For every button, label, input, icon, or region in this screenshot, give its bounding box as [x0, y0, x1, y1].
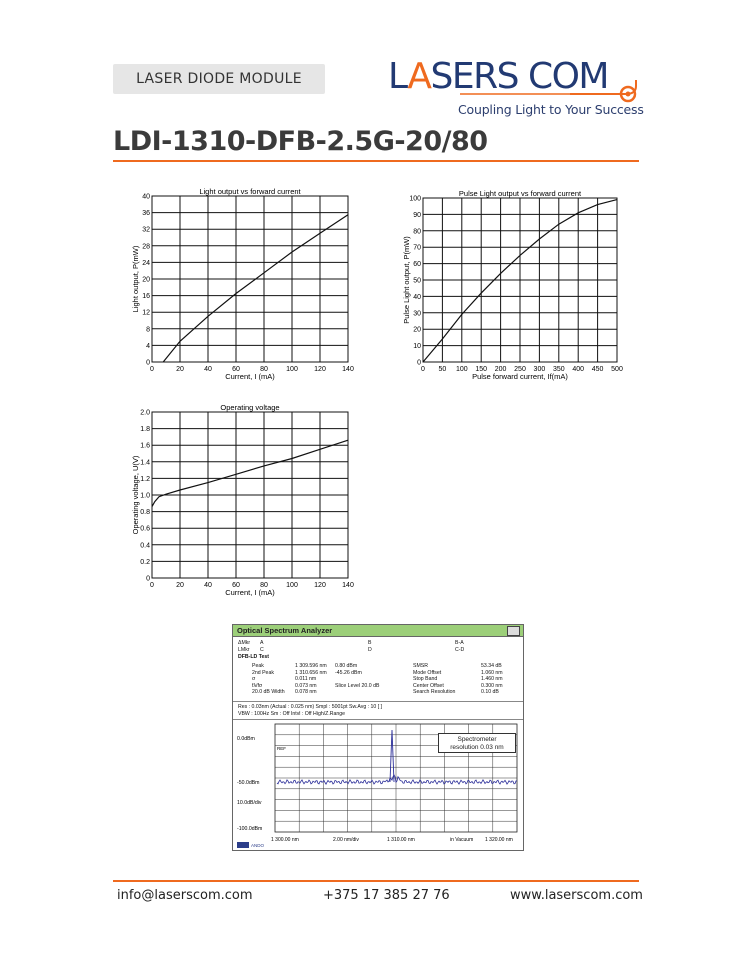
page-title: LDI-1310-DFB-2.5G-20/80	[113, 126, 488, 157]
y-tick-label: 90	[413, 211, 421, 219]
osa-result-cell: Peak	[252, 663, 264, 669]
y-axis-label: Operating voltage, U(V)	[131, 455, 140, 535]
osa-result-cell: fλ/fσ	[252, 682, 263, 689]
y-tick-label: 0.6	[140, 525, 150, 533]
osa-result-cell: Search Resolution	[413, 689, 456, 696]
x-tick-label: 50	[438, 366, 447, 373]
y-tick-label: 20	[413, 326, 421, 334]
y-tick-label: 20	[142, 276, 150, 284]
osa-header-c: B	[368, 640, 372, 646]
y-tick-label: 32	[142, 226, 150, 234]
y-tick-label: 4	[146, 342, 150, 350]
osa-screenshot	[232, 624, 524, 851]
x-tick-label: 400	[572, 366, 585, 373]
chart-title: Operating voltage	[220, 403, 280, 412]
title-divider	[113, 160, 639, 162]
chart-svg	[395, 184, 635, 384]
x-tick-label: 500	[611, 366, 623, 373]
x-tick-label: 0	[150, 366, 154, 373]
x-tick-label: 20	[176, 366, 184, 373]
y-tick-label: 36	[142, 210, 150, 218]
osa-header-f: C	[260, 647, 264, 653]
osa-settings-row2: VBW : 100Hz Sm : Off Intvl : Off High/Z.Range	[238, 711, 346, 717]
x-tick-label: 60	[232, 366, 240, 373]
osa-settings-row1: Res : 0.03nm (Actual : 0.025 nm) Smpl : 5001pt Sw.Avg : 10 [ ]	[238, 704, 383, 710]
y-tick-label: 80	[413, 228, 421, 236]
osa-result-cell: 2nd Peak	[252, 669, 274, 676]
logo-tagline: Coupling Light to Your Success	[458, 102, 644, 117]
x-tick-label: 60	[232, 582, 240, 589]
logo-wordmark: LASERS COM	[388, 56, 608, 97]
osa-result-cell: 1.460 nm	[481, 676, 503, 683]
osa-result-cell: SMSR	[413, 663, 428, 669]
y-tick-label: 30	[413, 310, 421, 318]
osa-x-label: 2.00 nm/div	[333, 837, 359, 843]
osa-result-cell: Center Offset	[413, 682, 444, 689]
osa-divider	[233, 701, 523, 702]
y-tick-label: 16	[142, 293, 150, 301]
x-axis-label: Pulse forward current, If(mA)	[472, 372, 568, 381]
osa-result-cell: σ	[252, 676, 256, 683]
osa-result-cell: 1.060 nm	[481, 669, 503, 676]
osa-result-cell: 53.34 dB	[481, 663, 502, 669]
osa-x-label: 1 300.00 nm	[271, 837, 299, 843]
y-tick-label: 1.2	[140, 475, 150, 483]
x-axis-label: Current, I (mA)	[225, 588, 275, 597]
osa-brand-tag: ANDO	[251, 843, 265, 848]
category-badge: LASER DIODE MODULE	[113, 64, 325, 94]
osa-title-bar	[233, 625, 523, 637]
osa-result-cell: 0.073 nm	[295, 682, 317, 689]
osa-result-cell: 20.0 dB Width	[252, 689, 285, 696]
osa-x-label: in Vacuum	[450, 837, 474, 843]
y-tick-label: 0.4	[140, 542, 150, 550]
y-tick-label: 10	[413, 343, 421, 351]
y-axis-label: Light output, P(mW)	[131, 245, 140, 313]
y-tick-label: 0	[146, 575, 150, 583]
x-tick-label: 20	[176, 582, 184, 589]
x-tick-label: 200	[494, 366, 507, 373]
x-tick-label: 250	[514, 366, 526, 373]
osa-y-label: -100.0dBm	[237, 826, 263, 832]
y-tick-label: 1.4	[140, 459, 150, 467]
y-tick-label: 0	[417, 359, 421, 367]
footer-website[interactable]: www.laserscom.com	[510, 888, 643, 903]
osa-header-e: LMkr	[238, 647, 250, 653]
y-tick-label: 2.0	[140, 409, 150, 417]
y-tick-label: 0	[146, 359, 150, 367]
footer-email[interactable]: info@laserscom.com	[117, 888, 253, 903]
x-tick-label: 450	[591, 366, 604, 373]
chart-svg	[128, 184, 368, 384]
osa-note-line1: Spectrometer	[457, 736, 497, 743]
osa-result-cell: -45.26 dBm	[335, 669, 362, 676]
x-tick-label: 40	[204, 366, 212, 373]
x-tick-label: 120	[314, 366, 326, 373]
osa-result-cell: Mode Offset	[413, 669, 442, 676]
osa-note-line2: resolution 0.03 nm	[450, 744, 504, 751]
osa-y-label: -50.0dBm	[237, 780, 260, 786]
osa-y-label: 0.0dBm	[237, 736, 255, 742]
y-tick-label: 60	[413, 261, 421, 269]
x-tick-label: 0	[150, 582, 154, 589]
y-tick-label: 70	[413, 244, 421, 252]
chart-pulse-light-output	[395, 184, 635, 389]
y-tick-label: 24	[142, 259, 150, 267]
osa-result-cell: 1 310.656 nm	[295, 669, 327, 676]
y-tick-label: 40	[413, 293, 421, 301]
osa-header-d: B-A	[455, 640, 464, 646]
y-tick-label: 1.8	[140, 426, 150, 434]
osa-test-name: DFB-LD Test	[238, 654, 270, 660]
osa-x-label: 1 320.00 nm	[485, 837, 513, 843]
x-tick-label: 150	[475, 366, 488, 373]
y-tick-label: 12	[142, 309, 150, 317]
osa-header-a: ΔMkr	[238, 640, 251, 646]
x-tick-label: 80	[260, 582, 268, 589]
osa-ref-marker: REF	[277, 746, 286, 751]
osa-result-cell: Slice Level 20.0 dB	[335, 682, 380, 689]
osa-result-cell: 0.80 dBm	[335, 663, 358, 669]
x-axis-label: Current, I (mA)	[225, 372, 275, 381]
y-tick-label: 8	[146, 326, 150, 334]
chart-title: Pulse Light output vs forward current	[458, 189, 582, 198]
y-tick-label: 0.2	[140, 558, 150, 566]
chart-light-output	[128, 184, 368, 389]
osa-result-cell: Stop Band	[413, 676, 438, 683]
window-button-icon[interactable]	[507, 626, 520, 636]
y-tick-label: 1.0	[140, 492, 150, 500]
osa-result-cell: 1 309.596 nm	[295, 663, 327, 669]
y-tick-label: 40	[142, 193, 150, 201]
osa-result-cell: 0.078 nm	[295, 689, 317, 696]
footer-phone[interactable]: +375 17 385 27 76	[323, 888, 450, 903]
chart-svg	[128, 400, 368, 600]
osa-header-h: C-D	[455, 647, 465, 653]
footer-divider	[113, 880, 639, 882]
osa-title: Optical Spectrum Analyzer	[237, 626, 333, 635]
y-tick-label: 0.8	[140, 509, 150, 517]
osa-result-cell: 0.011 nm	[295, 676, 317, 683]
osa-header-g: D	[368, 647, 372, 653]
chart-title: Light output vs forward current	[199, 187, 301, 196]
x-tick-label: 40	[204, 582, 212, 589]
osa-header-b: A	[260, 640, 264, 646]
y-tick-label: 28	[142, 243, 150, 251]
x-tick-label: 100	[286, 366, 298, 373]
chart-operating-voltage	[128, 400, 368, 605]
x-tick-label: 0	[421, 366, 425, 373]
x-tick-label: 100	[455, 366, 468, 373]
y-axis-label: Pulse Light output, P(mW)	[402, 236, 411, 324]
osa-x-label: 1 310.00 nm	[387, 837, 415, 843]
y-tick-label: 100	[409, 195, 421, 203]
osa-y-label: 10.0dB/div	[237, 800, 262, 806]
osa-result-cell: 0.300 nm	[481, 682, 503, 689]
x-tick-label: 120	[314, 582, 326, 589]
osa-brand-badge	[237, 842, 249, 848]
y-tick-label: 1.6	[140, 442, 150, 450]
osa-result-cell: 0.10 dB	[481, 689, 499, 696]
x-tick-label: 300	[533, 366, 546, 373]
x-tick-label: 140	[342, 582, 354, 589]
x-tick-label: 350	[552, 366, 565, 373]
x-tick-label: 100	[286, 582, 298, 589]
osa-resolution-note	[438, 733, 516, 753]
x-tick-label: 80	[260, 366, 268, 373]
laserscom-logo[interactable]	[388, 56, 644, 122]
x-tick-label: 140	[342, 366, 354, 373]
y-tick-label: 50	[413, 277, 421, 285]
